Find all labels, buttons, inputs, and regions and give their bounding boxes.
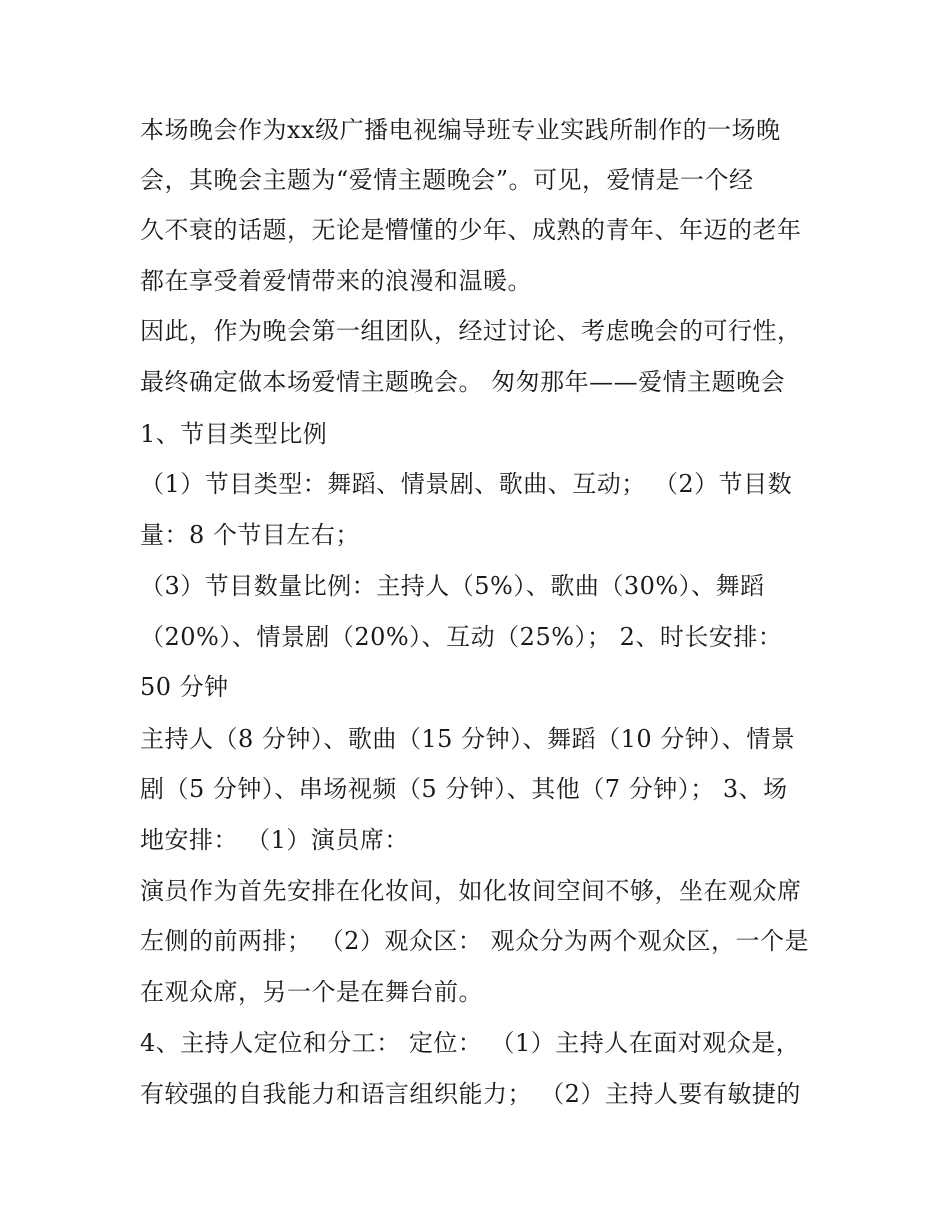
text-line: 会，其晚会主题为“爱情主题晚会”。可见，爱情是一个经 (140, 166, 754, 194)
text-line: 左侧的前两排； （2）观众区： 观众分为两个观众区，一个是 (140, 927, 810, 955)
text-line: 本场晚会作为xx级广播电视编导班专业实践所制作的一场晚 (140, 116, 781, 144)
text-line: 在观众席，另一个是在舞台前。 (140, 978, 483, 1006)
text-line: 久不衰的话题，无论是懵懂的少年、成熟的青年、年迈的老年 (140, 216, 802, 244)
text-line: 都在享受着爱情带来的浪漫和温暖。 (140, 267, 532, 295)
text-line: （3）节目数量比例：主持人（5%）、歌曲（30%）、舞蹈 (140, 572, 765, 600)
text-line: （20%）、情景剧（20%）、互动（25%）； 2、时长安排： (140, 623, 783, 651)
text-line: 50 分钟 (140, 673, 229, 701)
text-line: 最终确定做本场爱情主题晚会。 匆匆那年——爱情主题晚会 (140, 368, 786, 396)
text-line: 剧（5 分钟）、串场视频（5 分钟）、其他（7 分钟）； 3、场 (140, 775, 788, 803)
text-line: 因此，作为晚会第一组团队，经过讨论、考虑晚会的可行性， (140, 317, 802, 345)
text-line: 地安排： （1）演员席： (140, 826, 409, 854)
text-line: 有较强的自我能力和语言组织能力； （2）主持人要有敏捷的 (140, 1080, 801, 1108)
text-line: （1）节目类型：舞蹈、情景剧、歌曲、互动； （2）节目数 (140, 470, 793, 498)
text-line: 4、主持人定位和分工： 定位： （1）主持人在面对观众是， (140, 1029, 801, 1057)
text-line: 演员作为首先安排在化妆间，如化妆间空间不够，坐在观众席 (140, 877, 802, 905)
section-heading: 1、节目类型比例 (140, 420, 328, 448)
text-line: 量：8 个节目左右； (140, 521, 360, 549)
text-line: 主持人（8 分钟）、歌曲（15 分钟）、舞蹈（10 分钟）、情景 (140, 725, 796, 753)
